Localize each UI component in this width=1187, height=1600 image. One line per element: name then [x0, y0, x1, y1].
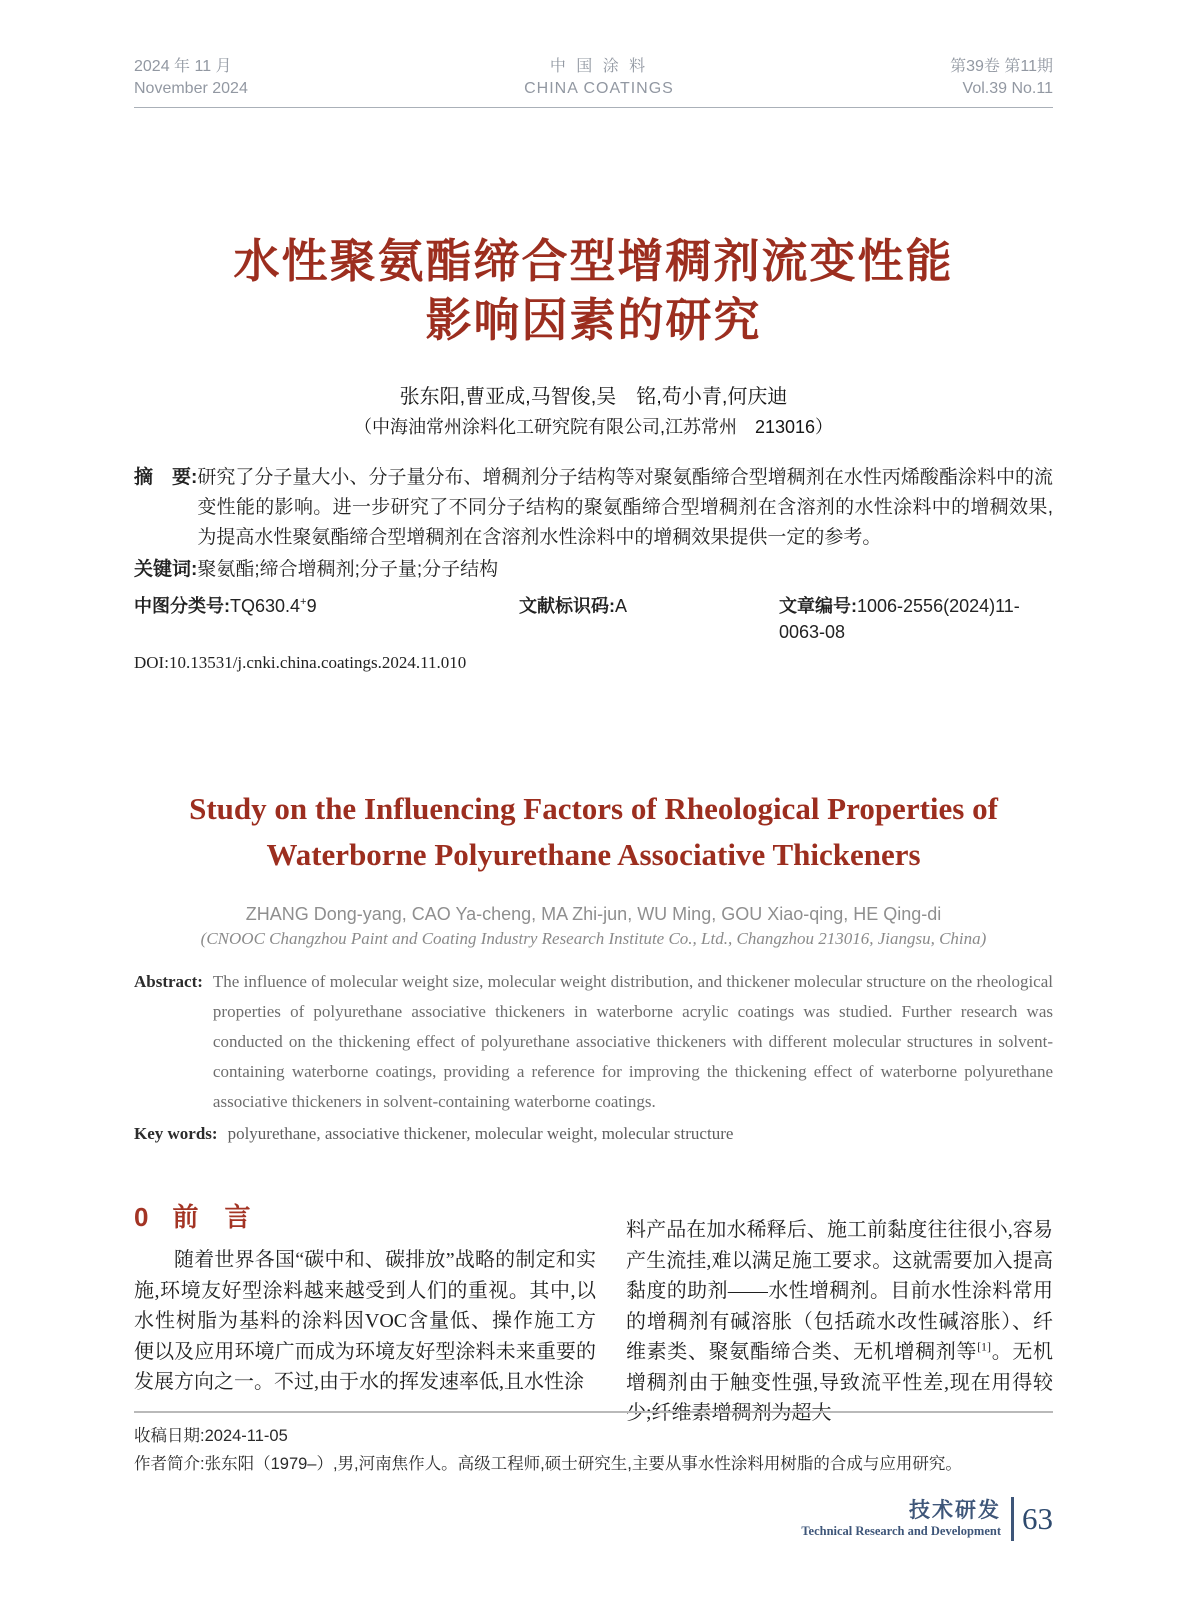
- footer-column-title: [801, 1499, 1001, 1539]
- header-issue-cn: 第39卷 第11期: [950, 58, 1053, 75]
- article-title-en-line1: Study on the Influencing Factors of Rheological Properties of: [189, 791, 998, 826]
- reference-marker: [1]: [977, 1339, 992, 1354]
- body-columns: [134, 1202, 1053, 1429]
- body-column-left: [134, 1202, 596, 1429]
- received-date: [134, 1422, 1053, 1450]
- keywords-en: [134, 1119, 1053, 1149]
- article-authors-en: ZHANG Dong-yang, CAO Ya-cheng, MA Zhi-jun, WU Ming, GOU Xiao-qing, HE Qing-di: [245, 904, 942, 924]
- keywords-cn-label: 关键词:: [134, 559, 198, 580]
- section-heading: [134, 1202, 596, 1232]
- intro-paragraph-right-tail: 。无机增稠剂由于触变性强,导致流平性差,现在用得较少;纤维素增稠剂为超大: [626, 1341, 1054, 1424]
- keywords-en-text: polyurethane, associative thickener, molecular weight, molecular structure: [227, 1124, 734, 1143]
- abstract-cn: [134, 463, 1053, 553]
- abstract-en-text: The influence of molecular weight size, molecular weight distribution, and thickener molecular structure on the rheological properties of polyurethane associative thickeners in waterborne acrylic coatings was studied. Further research was conducted on the thickening effect of polyurethane associative thickeners with different molecular structures in solvent-containing waterborne coatings, providing a reference for improving the thickening effect of waterborne polyurethane associative thickeners in solvent-containing waterborne coatings.: [212, 972, 1053, 1111]
- header-journal-en: CHINA COATINGS: [524, 80, 674, 97]
- section-number: 0: [134, 1202, 149, 1232]
- intro-paragraph-right-text: 料产品在加水稀释后、施工前黏度往往很小,容易产生流挂,难以满足施工要求。这就需要加入提高黏度的助剂——水性增稠剂。目前水性涂料常用的增稠剂有碱溶胀（包括疏水改性碱溶胀）、纤维素类、聚氨酯缔合类、无机增稠剂等: [626, 1219, 1053, 1363]
- abstract-cn-label: 摘 要:: [134, 467, 198, 488]
- footer-column-cn: 技术研发: [909, 1499, 1001, 1522]
- body-column-right: [626, 1202, 1053, 1429]
- clc-value: TQ630.4: [230, 596, 301, 616]
- keywords-en-label: Key words:: [134, 1124, 218, 1143]
- clc-number: [134, 593, 519, 645]
- doc-code: [519, 593, 779, 645]
- abstract-en-label: Abstract:: [134, 972, 203, 991]
- header-date-cn: 2024 年 11 月: [134, 58, 232, 75]
- article-title-cn-line2: 影响因素的研究: [425, 294, 762, 346]
- received-date-label: 收稿日期:: [134, 1427, 205, 1445]
- doi: DOI:10.13531/j.cnki.china.coatings.2024.11.010: [134, 653, 467, 672]
- article-title-en-line2: Waterborne Polyurethane Associative Thickeners: [266, 837, 921, 872]
- header-issue: [950, 56, 1053, 100]
- header-issue-en: Vol.39 No.11: [962, 80, 1053, 97]
- header-rule: [134, 107, 1053, 108]
- section-title: 前 言: [172, 1202, 251, 1232]
- article-title-en: [134, 786, 1053, 878]
- author-bio-value: 张东阳（1979–）,男,河南焦作人。高级工程师,硕士研究生,主要从事水性涂料用树脂的合成与应用研究。: [204, 1455, 962, 1473]
- received-date-value: 2024-11-05: [204, 1427, 288, 1445]
- article-affiliation-cn: （中海油常州涂料化工研究院有限公司,江苏常州 213016）: [353, 417, 834, 437]
- article-authors-cn: 张东阳,曹亚成,马智俊,吴 铭,苟小青,何庆迪: [399, 386, 788, 408]
- doc-code-label: 文献标识码:: [519, 596, 615, 616]
- page-number: 63: [1022, 1501, 1053, 1536]
- footnote: [134, 1411, 1053, 1478]
- header-date-en: November 2024: [134, 80, 248, 97]
- intro-paragraph-right: [626, 1215, 1053, 1429]
- journal-header: [134, 56, 1053, 100]
- abstract-en: [134, 967, 1053, 1117]
- header-journal-cn: 中 国 涂 料: [549, 58, 649, 75]
- footer-divider: [1011, 1497, 1014, 1541]
- keywords-cn: [134, 555, 1053, 585]
- header-date: [134, 56, 248, 100]
- article-id: [779, 593, 1053, 645]
- header-journal-name: [524, 56, 674, 100]
- doc-code-value: A: [615, 596, 628, 616]
- meta-row: [134, 593, 1053, 645]
- article-id-value: 1006-2556(2024)11-0063-08: [779, 596, 1020, 642]
- article-title-cn-line1: 水性聚氨酯缔合型增稠剂流变性能: [233, 235, 954, 287]
- intro-paragraph-left: 随着世界各国“碳中和、碳排放”战略的制定和实施,环境友好型涂料越来越受到人们的重视。其中,以水性树脂为基料的涂料因VOC含量低、操作施工方便以及应用环境广而成为环境友好型涂料未来重要的发展方向之一。不过,由于水的挥发速率低,且水性涂: [134, 1249, 596, 1393]
- keywords-cn-text: 聚氨酯;缔合增稠剂;分子量;分子结构: [197, 559, 499, 580]
- footer-column-en: Technical Research and Development: [801, 1524, 1001, 1538]
- article-id-label: 文章编号:: [779, 596, 857, 616]
- clc-superscript: +: [300, 596, 307, 608]
- article-affiliation-en: (CNOOC Changzhou Paint and Coating Industry Research Institute Co., Ltd., Changzhou 213016, Jiangsu, China): [200, 929, 987, 948]
- article-title-cn: [134, 232, 1053, 350]
- clc-label: 中图分类号:: [134, 596, 230, 616]
- clc-tail: 9: [306, 596, 317, 616]
- author-bio: [134, 1450, 1053, 1478]
- author-bio-label: 作者简介:: [134, 1455, 205, 1473]
- abstract-cn-text: 研究了分子量大小、分子量分布、增稠剂分子结构等对聚氨酯缔合型增稠剂在水性丙烯酸酯涂料中的流变性能的影响。进一步研究了不同分子结构的聚氨酯缔合型增稠剂在含溶剂的水性涂料中的增稠效果,为提高水性聚氨酯缔合型增稠剂在含溶剂水性涂料中的增稠效果提供一定的参考。: [197, 467, 1053, 548]
- page-footer: [801, 1497, 1053, 1541]
